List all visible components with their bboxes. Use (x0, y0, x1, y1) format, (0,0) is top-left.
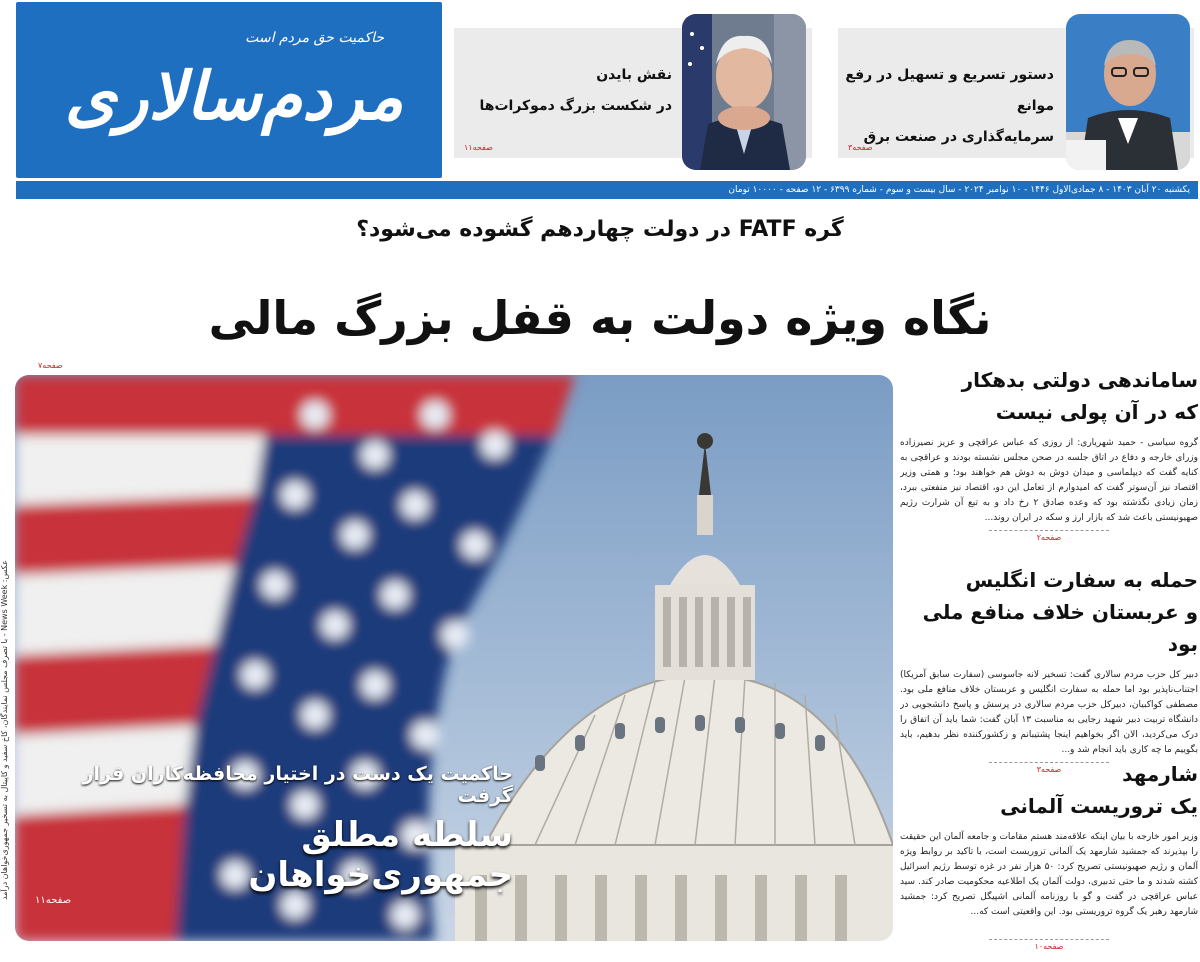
article-embassy-title (900, 564, 1198, 660)
teaser-biden-line1: نقش بایدن (596, 67, 672, 83)
pezeshkian-photo (1066, 14, 1190, 170)
teaser-biden-line2: در شکست بزرگ دموکرات‌ها (479, 98, 672, 114)
teaser-pezeshkian-line1: دستور تسریع و تسهیل در رفع موانع (845, 67, 1054, 114)
article-sharmahd-title-line2: یک تروریست آلمانی (1000, 794, 1198, 818)
teaser-pezeshkian-title (829, 60, 1054, 153)
teaser-biden-title (457, 60, 672, 122)
article-budget-title-line1: ساماندهی دولتی بدهکار (961, 368, 1198, 392)
photo-headline[interactable]: سلطه مطلق جمهوری‌خواهان (248, 815, 513, 895)
teaser-pezeshkian[interactable] (838, 28, 1194, 158)
article-sharmahd-body: وزیر امور خارجه با بیان اینکه علاقه‌مند هستم مقامات و جامعه آلمان این حقیقت را بپذیرند که جمشید شارمهد یک آلمانی تروریست است، با تاکید بر روابط ویژه آلمان و رژیم صهیونیستی تصریح کرد: ۵۰ هزار نفر در غزه توسط رژیم اسرائیل کشته شدند و ما حتی تدبیری، دولت آلمان یک اطلاعیه محکومیت صادر کند. سید عباس عراقچی در گفت و گو با روزنامه آلمانی اشپیگل تصریح کرد: جمشید شارمهد رهبر یک گروه تروریستی بود. این واقعیتی است که... (900, 832, 1198, 917)
biden-photo (682, 14, 806, 170)
teaser-biden[interactable] (454, 28, 812, 158)
article-budget-page[interactable]: صفحه۲ (989, 530, 1109, 542)
lead-kicker: گره FATF در دولت چهاردهم گشوده می‌شود؟ (356, 217, 844, 242)
lead-headline[interactable]: نگاه ویژه دولت به قفل بزرگ مالی (208, 291, 992, 345)
article-embassy-body: دبیر کل حزب مردم سالاری گفت: تسخیر لانه جاسوسی (سفارت سابق آمریکا) اجتناب‌ناپذیر بود اما حمله به سفارت انگلیس و عربستان خلاف منافع ملی بود. مصطفی کواکبیان، دبیرکل حزب مردم سالاری در پرسش و پاسخ دانشجویی در دانشگاه تربیت دبیر شهید رجایی به مناسبت ۱۳ آبان گفت: شما باید آن اتفاق را درک می‌کردید، الان اگر بخواهیم اینجا پشتیبانم و زکشورکننده نظر بدهیم، باید بگوییم ما چه کاری باید انجام شد و... (900, 670, 1198, 755)
masthead-logo (16, 2, 442, 178)
article-embassy-title-line2: و عربستان خلاف منافع ملی بود (922, 600, 1198, 656)
lead-page-ref[interactable]: صفحه۷ (38, 361, 63, 370)
logo-text: مردم‌سالاری (64, 57, 404, 135)
article-budget[interactable] (900, 364, 1198, 542)
article-budget-body: گروه سیاسی - حمید شهریاری: از روزی که عباس عراقچی و عزیز نصیرزاده وزرای خارجه و دفاع در اتاق جلسه در صحن مجلس نشسته بودند و عراقچی به کنایه گفت که دیپلماسی و میدان دوش به دوش هم خواهند بود؛ و همتی وزیر اقتصاد نیز آن‌سوتر گفت که امیدوارم از تعامل این دو، اقتصاد نیز منفعتی ببرد، زمان زیادی نگذشته بود که وعده صادق ۲ رخ داد و به تبع آن شرارت رژیم صهیونیستی باعث شد که بازار ارز و سکه در ایران روند... (900, 438, 1198, 523)
teaser-pezeshkian-line2: سرمایه‌گذاری در صنعت برق (863, 129, 1054, 145)
article-sharmahd-title (900, 758, 1198, 822)
article-sharmahd[interactable] (900, 758, 1198, 951)
photo-subhead: حاکمیت یک دست در اختیار محافظه‌کاران قرار گرفت (82, 763, 513, 807)
article-embassy[interactable] (900, 564, 1198, 774)
teaser-biden-page[interactable]: صفحه۱۱ (464, 143, 493, 152)
article-sharmahd-page[interactable]: صفحه۱۰ (989, 939, 1109, 951)
article-budget-title (900, 364, 1198, 428)
photo-credit: عکس: News Week - با تصرف مجلس نمایندگان، کاخ سفید و کاپیتال به تسخیر جمهوری‌خواهان درآمد (0, 560, 9, 900)
capitol-flag-photo[interactable] (15, 375, 893, 941)
teaser-pezeshkian-page[interactable]: صفحه۳ (848, 143, 873, 152)
article-budget-title-line2: که در آن پولی نیست (995, 400, 1198, 424)
article-sharmahd-title-line1: شارمهد (1122, 762, 1198, 786)
dateline-bar: یکشنبه ۲۰ آبان ۱۴۰۳ - ۸ جمادی‌الاول ۱۴۴۶ - ۱۰ نوامبر ۲۰۲۴ - سال بیست و سوم - شماره ۶۳۹۹ - ۱۲ صفحه - ۱۰۰۰۰ تومان (16, 181, 1198, 199)
article-embassy-page[interactable]: صفحه۳ (989, 762, 1109, 774)
article-embassy-title-line1: حمله به سفارت انگلیس (965, 568, 1198, 592)
logo-tagline: حاکمیت حق مردم است (245, 30, 384, 46)
photo-page-ref[interactable]: صفحه۱۱ (35, 895, 72, 906)
